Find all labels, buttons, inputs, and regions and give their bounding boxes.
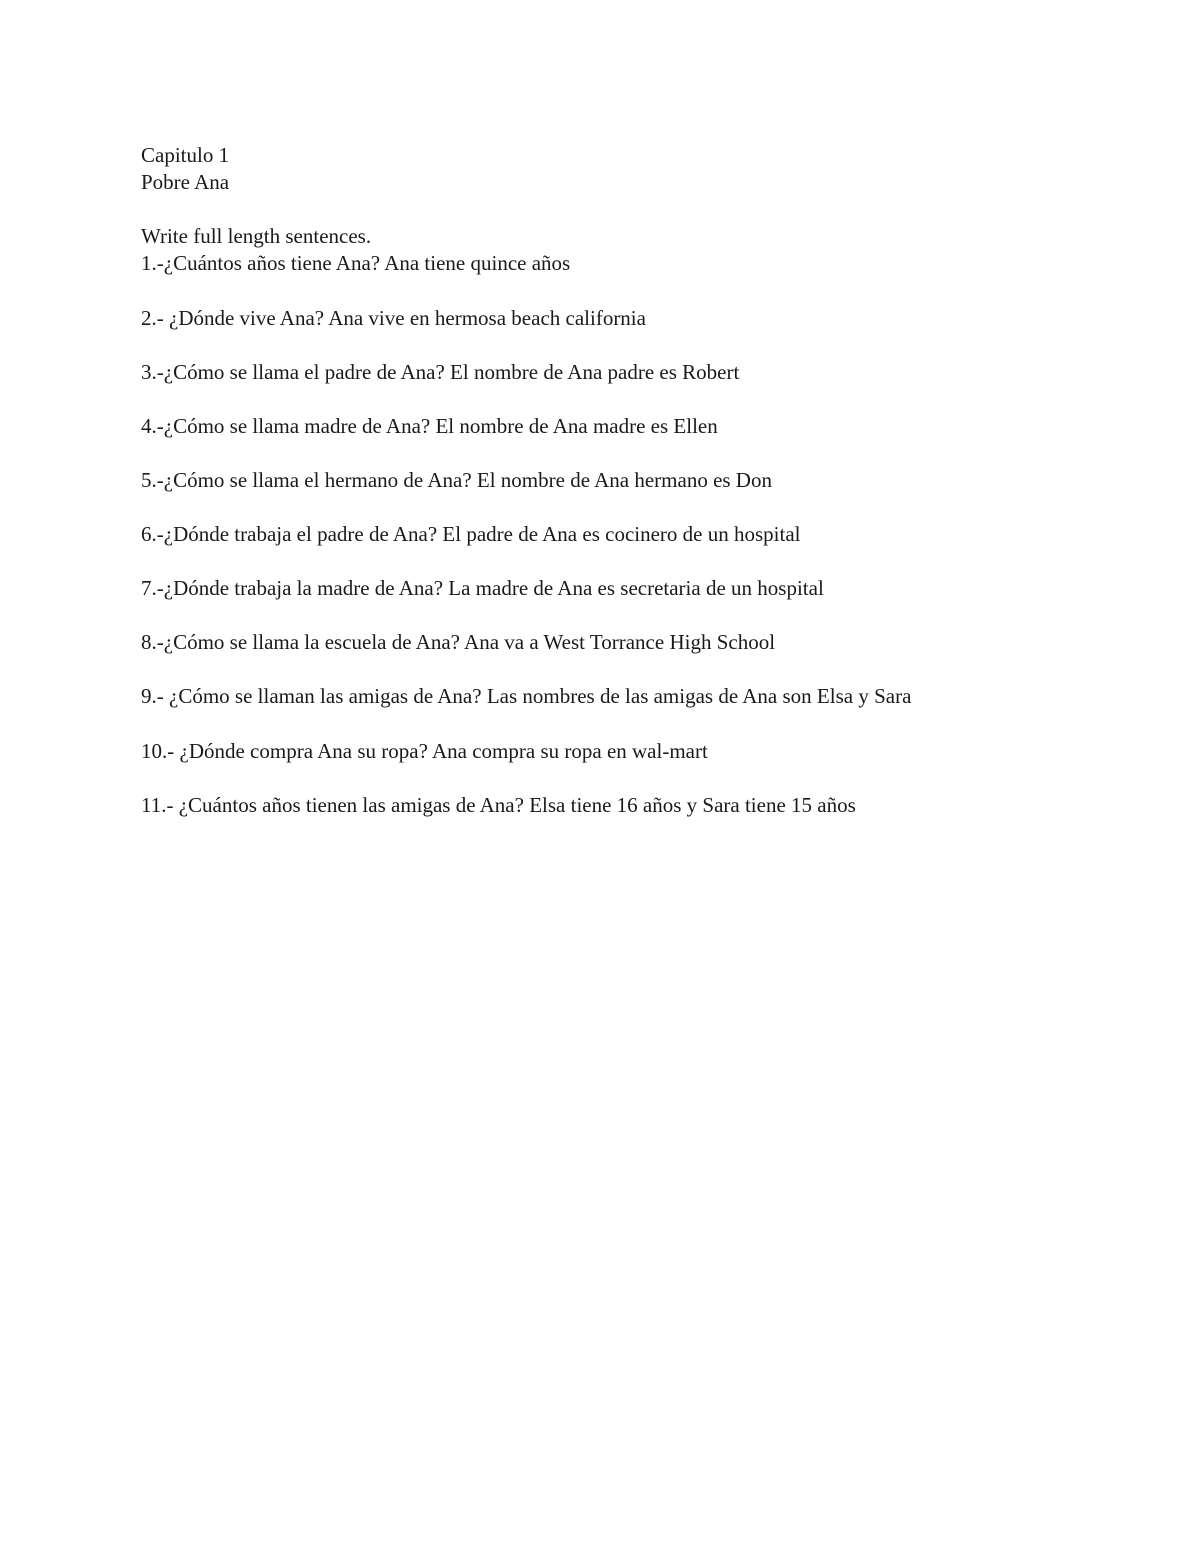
question-answer-11: 11.- ¿Cuántos años tienen las amigas de Ana? Elsa tiene 16 años y Sara tiene 15 años [141,793,856,817]
question-answer-7: 7.-¿Dónde trabaja la madre de Ana? La madre de Ana es secretaria de un hospital [141,576,824,600]
question-answer-8: 8.-¿Cómo se llama la escuela de Ana? Ana va a West Torrance High School [141,630,776,654]
question-answer-5: 5.-¿Cómo se llama el hermano de Ana? El nombre de Ana hermano es Don [141,468,772,492]
chapter-heading: Capitulo 1 [141,143,230,167]
question-answer-9: 9.- ¿Cómo se llaman las amigas de Ana? Las nombres de las amigas de Ana son Elsa y Sara [141,684,912,708]
question-answer-4: 4.-¿Cómo se llama madre de Ana? El nombre de Ana madre es Ellen [141,414,718,438]
question-answer-6: 6.-¿Dónde trabaja el padre de Ana? El padre de Ana es cocinero de un hospital [141,522,801,546]
question-answer-2: 2.- ¿Dónde vive Ana? Ana vive en hermosa beach california [141,306,646,330]
question-answer-3: 3.-¿Cómo se llama el padre de Ana? El nombre de Ana padre es Robert [141,360,740,384]
question-answer-10: 10.- ¿Dónde compra Ana su ropa? Ana compra su ropa en wal-mart [141,739,708,763]
story-title: Pobre Ana [141,170,230,194]
question-answer-1: 1.-¿Cuántos años tiene Ana? Ana tiene quince años [141,251,571,275]
instructions: Write full length sentences. [141,224,372,248]
